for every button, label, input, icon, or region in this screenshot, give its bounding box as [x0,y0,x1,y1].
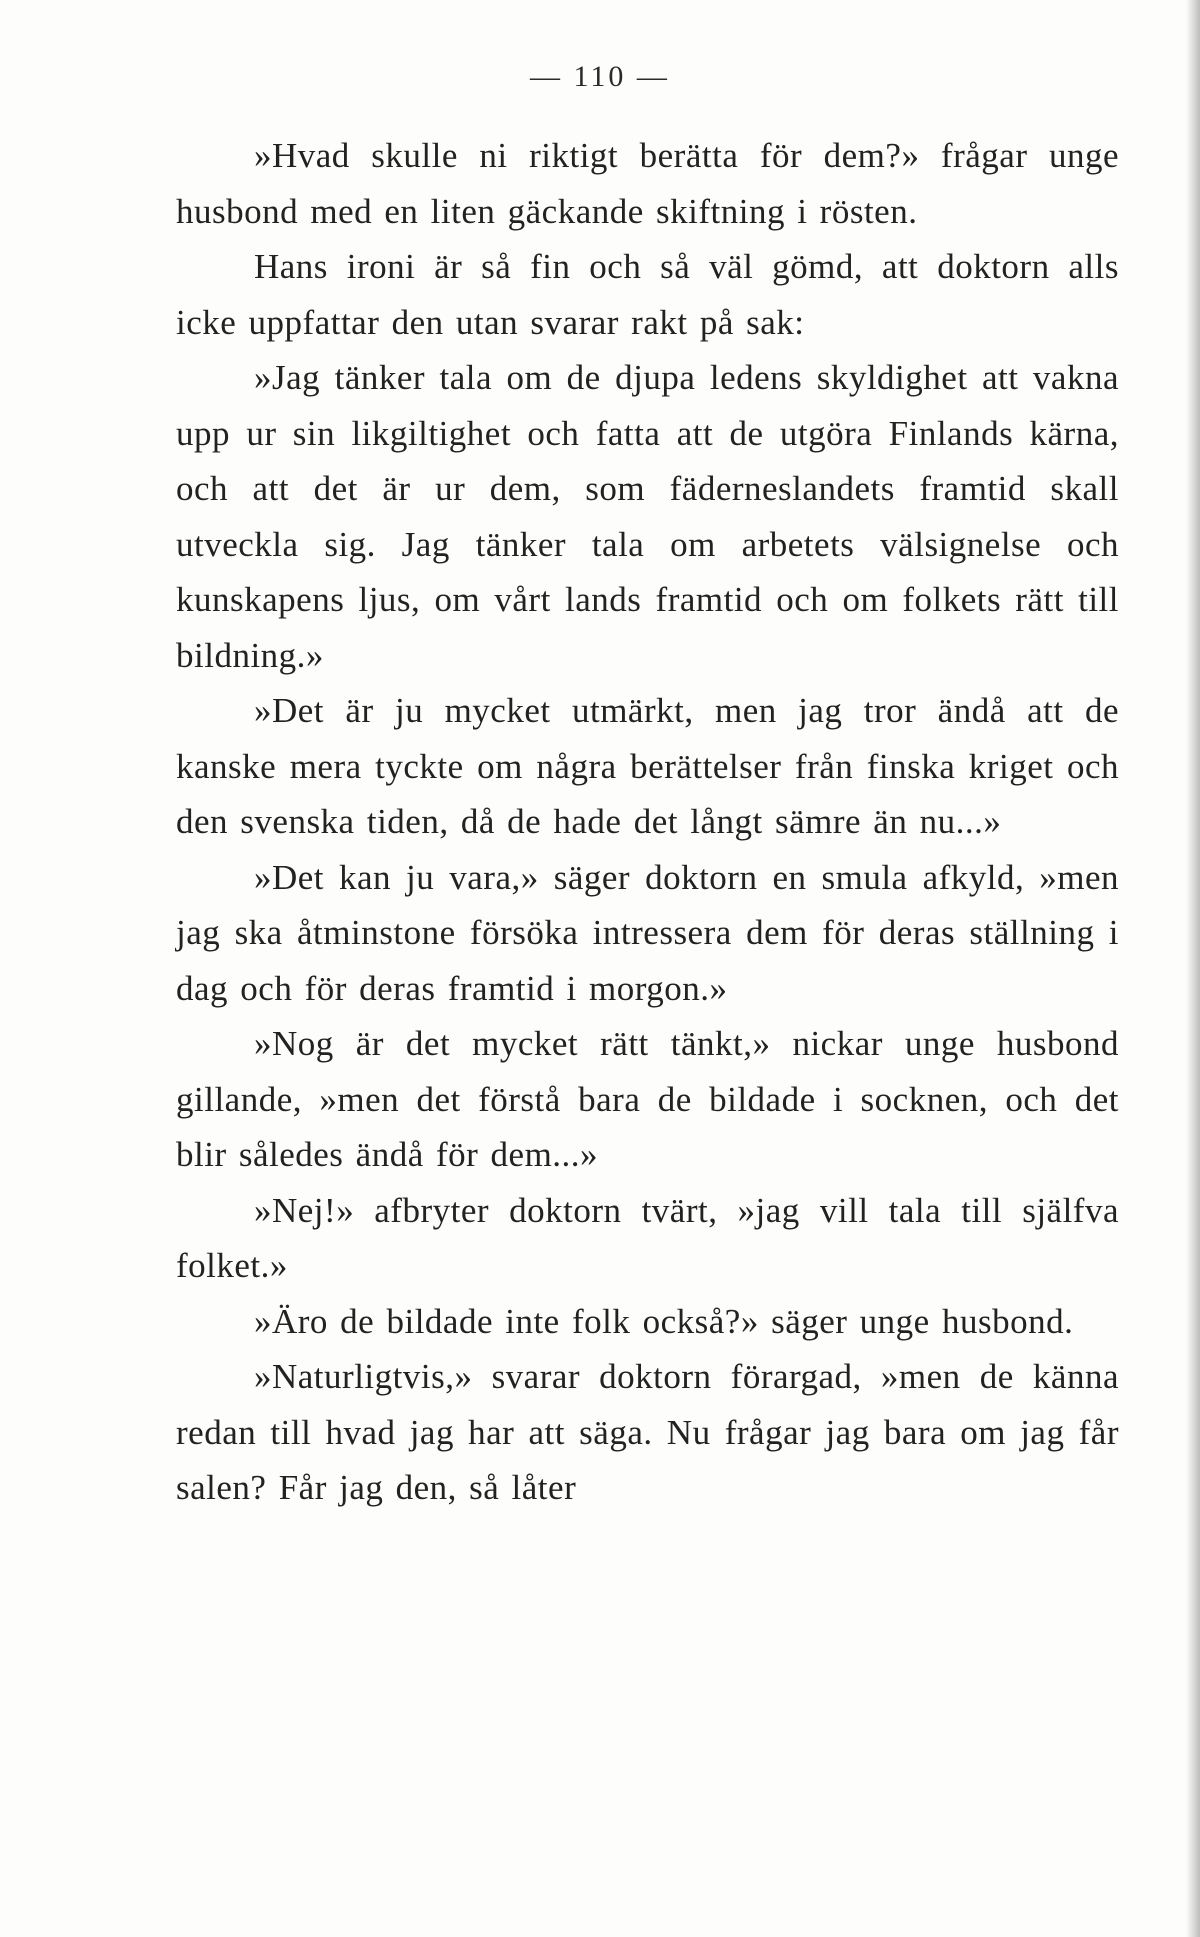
paragraph: »Nej!» afbryter doktorn tvärt, »jag vill tala till själfva folket.» [176,1190,1119,1285]
body-text [176,128,1119,1516]
page-number: — 110 — [530,60,670,93]
paragraph: »Jag tänker tala om de djupa ledens skyldighet att vakna upp ur sin likgiltighet och fatta att de utgöra Finlands kärna, och att det är ur dem, som fäderneslandets framtid skall utveckla sig. Jag tänker tala om arbetets välsignelse och kunskapens ljus, om vårt lands framtid och om folkets rätt till bildning.» [176,358,1119,675]
paragraph: »Det kan ju vara,» säger doktorn en smula afkyld, »men jag ska åtminstone försöka intressera dem för deras ställning i dag och för deras framtid i morgon.» [176,857,1119,1008]
paragraph: »Naturligtvis,» svarar doktorn förargad, »men de känna redan till hvad jag har att säga. Nu frågar jag bara om jag får salen? Får jag den, så låter [176,1357,1119,1507]
paragraph: Hans ironi är så fin och så väl gömd, att doktorn alls icke uppfattar den utan svarar rakt på sak: [176,247,1119,342]
paragraph: »Nog är det mycket rätt tänkt,» nickar unge husbond gillande, »men det förstå bara de bildade i socknen, och det blir således ändå för dem...» [176,1024,1119,1174]
paragraph: »Hvad skulle ni riktigt berätta för dem?» frågar unge husbond med en liten gäckande skiftning i rösten. [176,136,1119,231]
paragraph: »Äro de bildade inte folk också?» säger unge husbond. [254,1301,1074,1341]
page-edge-shadow [1186,0,1200,1937]
paragraph: »Det är ju mycket utmärkt, men jag tror ändå att de kanske mera tyckte om några berättelser från finska kriget och den svenska tiden, då de hade det långt sämre än nu...» [176,691,1119,841]
